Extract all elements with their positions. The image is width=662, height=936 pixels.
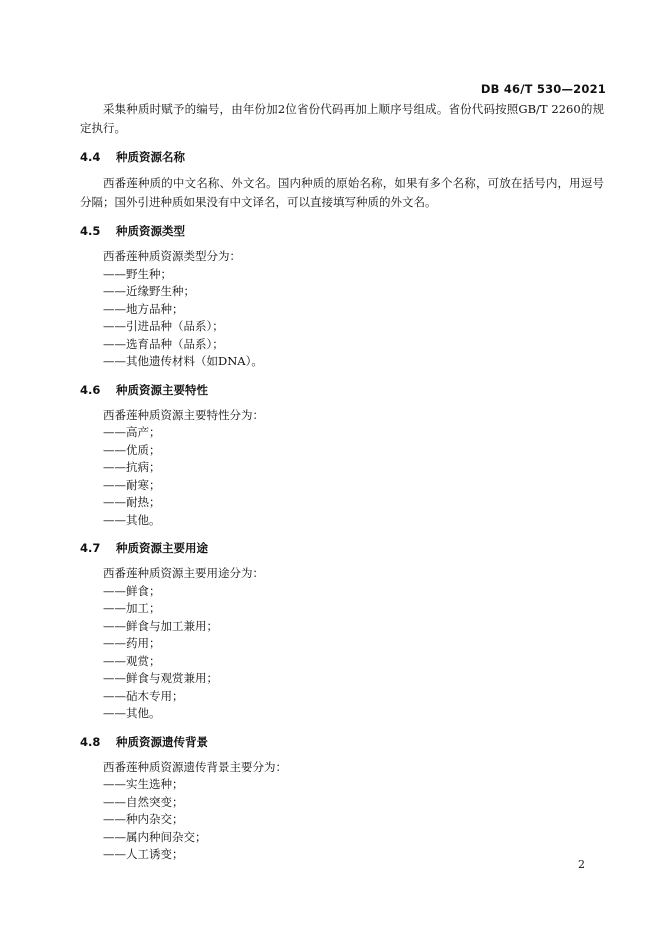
- genetic-background-list: [80, 776, 604, 864]
- list-item: ——种内杂交；: [103, 812, 184, 826]
- section-title: 种质资源遗传背景: [116, 734, 208, 749]
- list-item: ——属内种间杂交；: [103, 829, 207, 844]
- list-item: ——高产；: [103, 425, 161, 439]
- page-number: 2: [578, 858, 585, 871]
- list-item: ——人工诱变；: [103, 847, 184, 861]
- list-item: ——野生种；: [103, 266, 172, 281]
- list-item: ——鲜食与观赏兼用；: [103, 671, 218, 685]
- list-item: ——砧木专用；: [103, 688, 184, 703]
- section-heading: [80, 222, 604, 241]
- section-title: 种质资源主要特性: [116, 382, 208, 397]
- section-number: 4.6: [80, 382, 101, 397]
- list-item: ——抗病；: [103, 460, 161, 474]
- section-4-6: [80, 381, 604, 530]
- section-intro: 西番莲种质资源主要用途分为：: [103, 566, 264, 580]
- list-item: ——地方品种；: [103, 301, 184, 316]
- section-intro: 西番莲种质资源主要特性分为：: [103, 407, 264, 422]
- section-paragraph: 西番莲种质的中文名称、外文名。国内种质的原始名称，如果有多个名称，可放在括号内，用逗号分隔；国外引进种质如果没有中文译名，可以直接填写种质的外文名。: [80, 176, 604, 209]
- section-4-5: [80, 222, 604, 371]
- section-number: 4.7: [80, 541, 101, 555]
- section-heading: [80, 381, 604, 400]
- list-item: ——其他遗传材料（如DNA）。: [103, 354, 263, 368]
- list-item: ——鲜食；: [103, 583, 161, 598]
- section-intro: 西番莲种质资源类型分为：: [103, 249, 241, 263]
- list-item: ——自然突变；: [103, 794, 184, 809]
- list-item: ——耐热；: [103, 495, 161, 509]
- usage-list: [80, 583, 604, 723]
- type-list: [80, 266, 604, 371]
- continuation-paragraph: 采集种质时赋予的编号，由年份加2位省份代码再加上顺序号组成。省份代码按照GB/T 2260的规定执行。: [80, 102, 604, 135]
- section-title: 种质资源主要用途: [116, 541, 208, 555]
- list-item: ——鲜食与加工兼用；: [103, 618, 218, 633]
- section-4-7: [80, 539, 604, 723]
- list-item: ——选育品种（品系）；: [103, 336, 224, 351]
- page-content: [80, 100, 604, 864]
- section-title: 种质资源名称: [116, 150, 185, 164]
- section-4-4: [80, 148, 604, 212]
- list-item: ——观赏；: [103, 653, 161, 668]
- list-item: ——其他。: [103, 706, 161, 720]
- list-item: ——引进品种（品系）；: [103, 319, 224, 333]
- section-heading: [80, 539, 604, 558]
- list-item: ——加工；: [103, 601, 161, 615]
- section-number: 4.4: [80, 150, 101, 164]
- list-item: ——近缘野生种；: [103, 284, 195, 298]
- list-item: ——其他。: [103, 512, 161, 527]
- list-item: ——实生选种；: [103, 777, 184, 791]
- trait-list: [80, 424, 604, 529]
- section-number: 4.8: [80, 734, 101, 749]
- section-title: 种质资源类型: [116, 224, 185, 238]
- list-item: ——优质；: [103, 442, 161, 457]
- list-item: ——耐寒；: [103, 477, 161, 492]
- section-heading: [80, 148, 604, 167]
- list-item: ——药用；: [103, 636, 161, 650]
- document-code: DB 46/T 530—2021: [480, 82, 606, 96]
- section-number: 4.5: [80, 224, 101, 238]
- section-intro: 西番莲种质资源遗传背景主要分为：: [103, 759, 287, 774]
- section-heading: [80, 733, 604, 752]
- section-4-8: [80, 733, 604, 864]
